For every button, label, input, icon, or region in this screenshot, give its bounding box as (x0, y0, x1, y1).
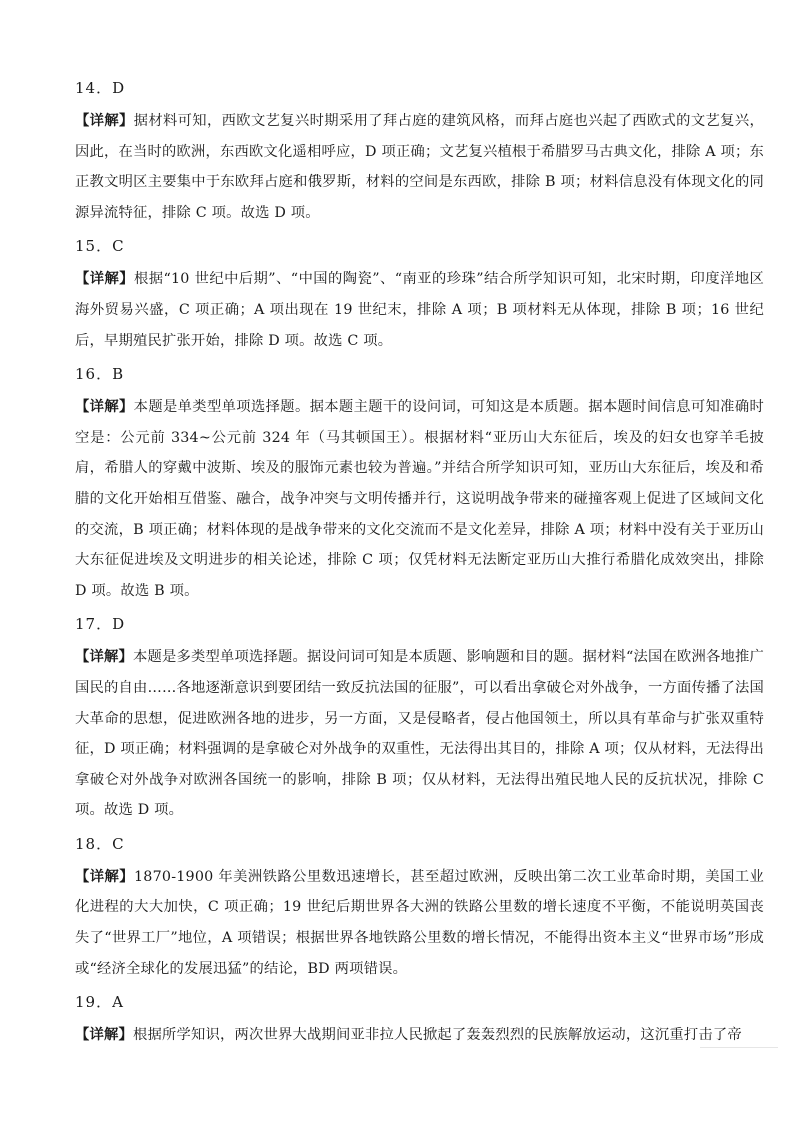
explanation-tag: 【详解】 (75, 399, 134, 416)
explanation-18 (75, 862, 764, 984)
explanation-text: 据材料可知，西欧文艺复兴时期采用了拜占庭的建筑风格，而拜占庭也兴起了西欧式的文艺复兴，因此，在当时的欧洲，东西欧文化遥相呼应，D 项正确；文艺复兴植根于希腊罗马古典文化，排除 A 项；东正教文明区主要集中于东欧拜占庭和俄罗斯，材料的空间是东西欧，排除 B 项；材料信息没有体现文化的同源异流特征，排除 C 项。故选 D 项。 (75, 113, 764, 221)
answer-14: 14．D (75, 79, 126, 97)
answer-18: 18．C (75, 834, 125, 853)
explanation-19 (75, 1020, 764, 1051)
explanation-15 (75, 264, 764, 356)
explanation-text: 根据所学知识，两次世界大战期间亚非拉人民掀起了轰轰烈烈的民族解放运动，这沉重打击了帝 (133, 1027, 742, 1044)
explanation-text: 根据“10 世纪中后期”、“中国的陶瓷”、“南亚的珍珠”结合所学知识可知，北宋时期，印度洋地区海外贸易兴盛，C 项正确；A 项出现在 19 世纪末，排除 A 项；B 项材料无从体现，排除 B 项；16 世纪后，早期殖民扩张开始，排除 D 项。故选 C 项。 (75, 271, 764, 349)
explanation-tag: 【详解】 (75, 271, 134, 288)
explanation-17 (75, 642, 764, 826)
scan-artifact-line (700, 1047, 778, 1048)
explanation-tag: 【详解】 (75, 868, 135, 885)
explanation-tag: 【详解】 (75, 1027, 133, 1044)
explanation-text: 本题是单类型单项选择题。据本题主题干的设问词，可知这是本质题。据本题时间信息可知准确时空是：公元前 334~公元前 324 年（马其顿国王）。根据材料“亚历山大东征后，埃及的妇女也穿羊毛披肩，希腊人的穿戴中波斯、埃及的服饰元素也较为普遍。”并结合所学知识可知，亚历山大东征后，埃及和希腊的文化开始相互借鉴、融合，战争冲突与文明传播并行，这说明战争带来的碰撞客观上促进了区域间文化的交流，B 项正确；材料体现的是战争带来的文化交流而不是文化差异，排除 A 项；材料中没有关于亚历山大东征促进埃及文明进步的相关论述，排除 C 项；仅凭材料无法断定亚历山大推行希腊化成效突出，排除 D 项。故选 B 项。 (75, 399, 764, 599)
answer-19: 19．A (75, 993, 124, 1012)
explanation-text: 1870-1900 年美洲铁路公里数迅速增长，甚至超过欧洲，反映出第二次工业革命时期，美国工业化进程的大大加快，C 项正确；19 世纪后期世界各大洲的铁路公里数的增长速度不平衡，不能说明英国丧失了“世界工厂”地位，A 项错误；根据世界各地铁路公里数的增长情况，不能得出资本主义“世界市场”形成或“经济全球化的发展迅猛”的结论，BD 两项错误。 (75, 868, 764, 977)
explanation-16 (75, 392, 764, 606)
explanation-14 (75, 106, 764, 228)
answer-16: 16．B (75, 365, 125, 384)
answer-17: 17．D (75, 615, 126, 634)
explanation-tag: 【详解】 (75, 113, 134, 129)
explanation-tag: 【详解】 (75, 649, 133, 666)
answer-15: 15．C (75, 237, 125, 256)
explanation-text: 本题是多类型单项选择题。据设问词可知是本质题、影响题和目的题。据材料“法国在欧洲各地推广国民的自由……各地逐渐意识到要团结一致反抗法国的征服”，可以看出拿破仑对外战争，一方面传播了法国大革命的思想，促进欧洲各地的进步，另一方面，又是侵略者，侵占他国领土，所以具有革命与扩张双重特征，D 项正确；材料强调的是拿破仑对外战争的双重性，无法得出其目的，排除 A 项；仅从材料，无法得出拿破仑对外战争对欧洲各国统一的影响，排除 B 项；仅从材料，无法得出殖民地人民的反抗状况，排除 C 项。故选 D 项。 (75, 649, 764, 819)
